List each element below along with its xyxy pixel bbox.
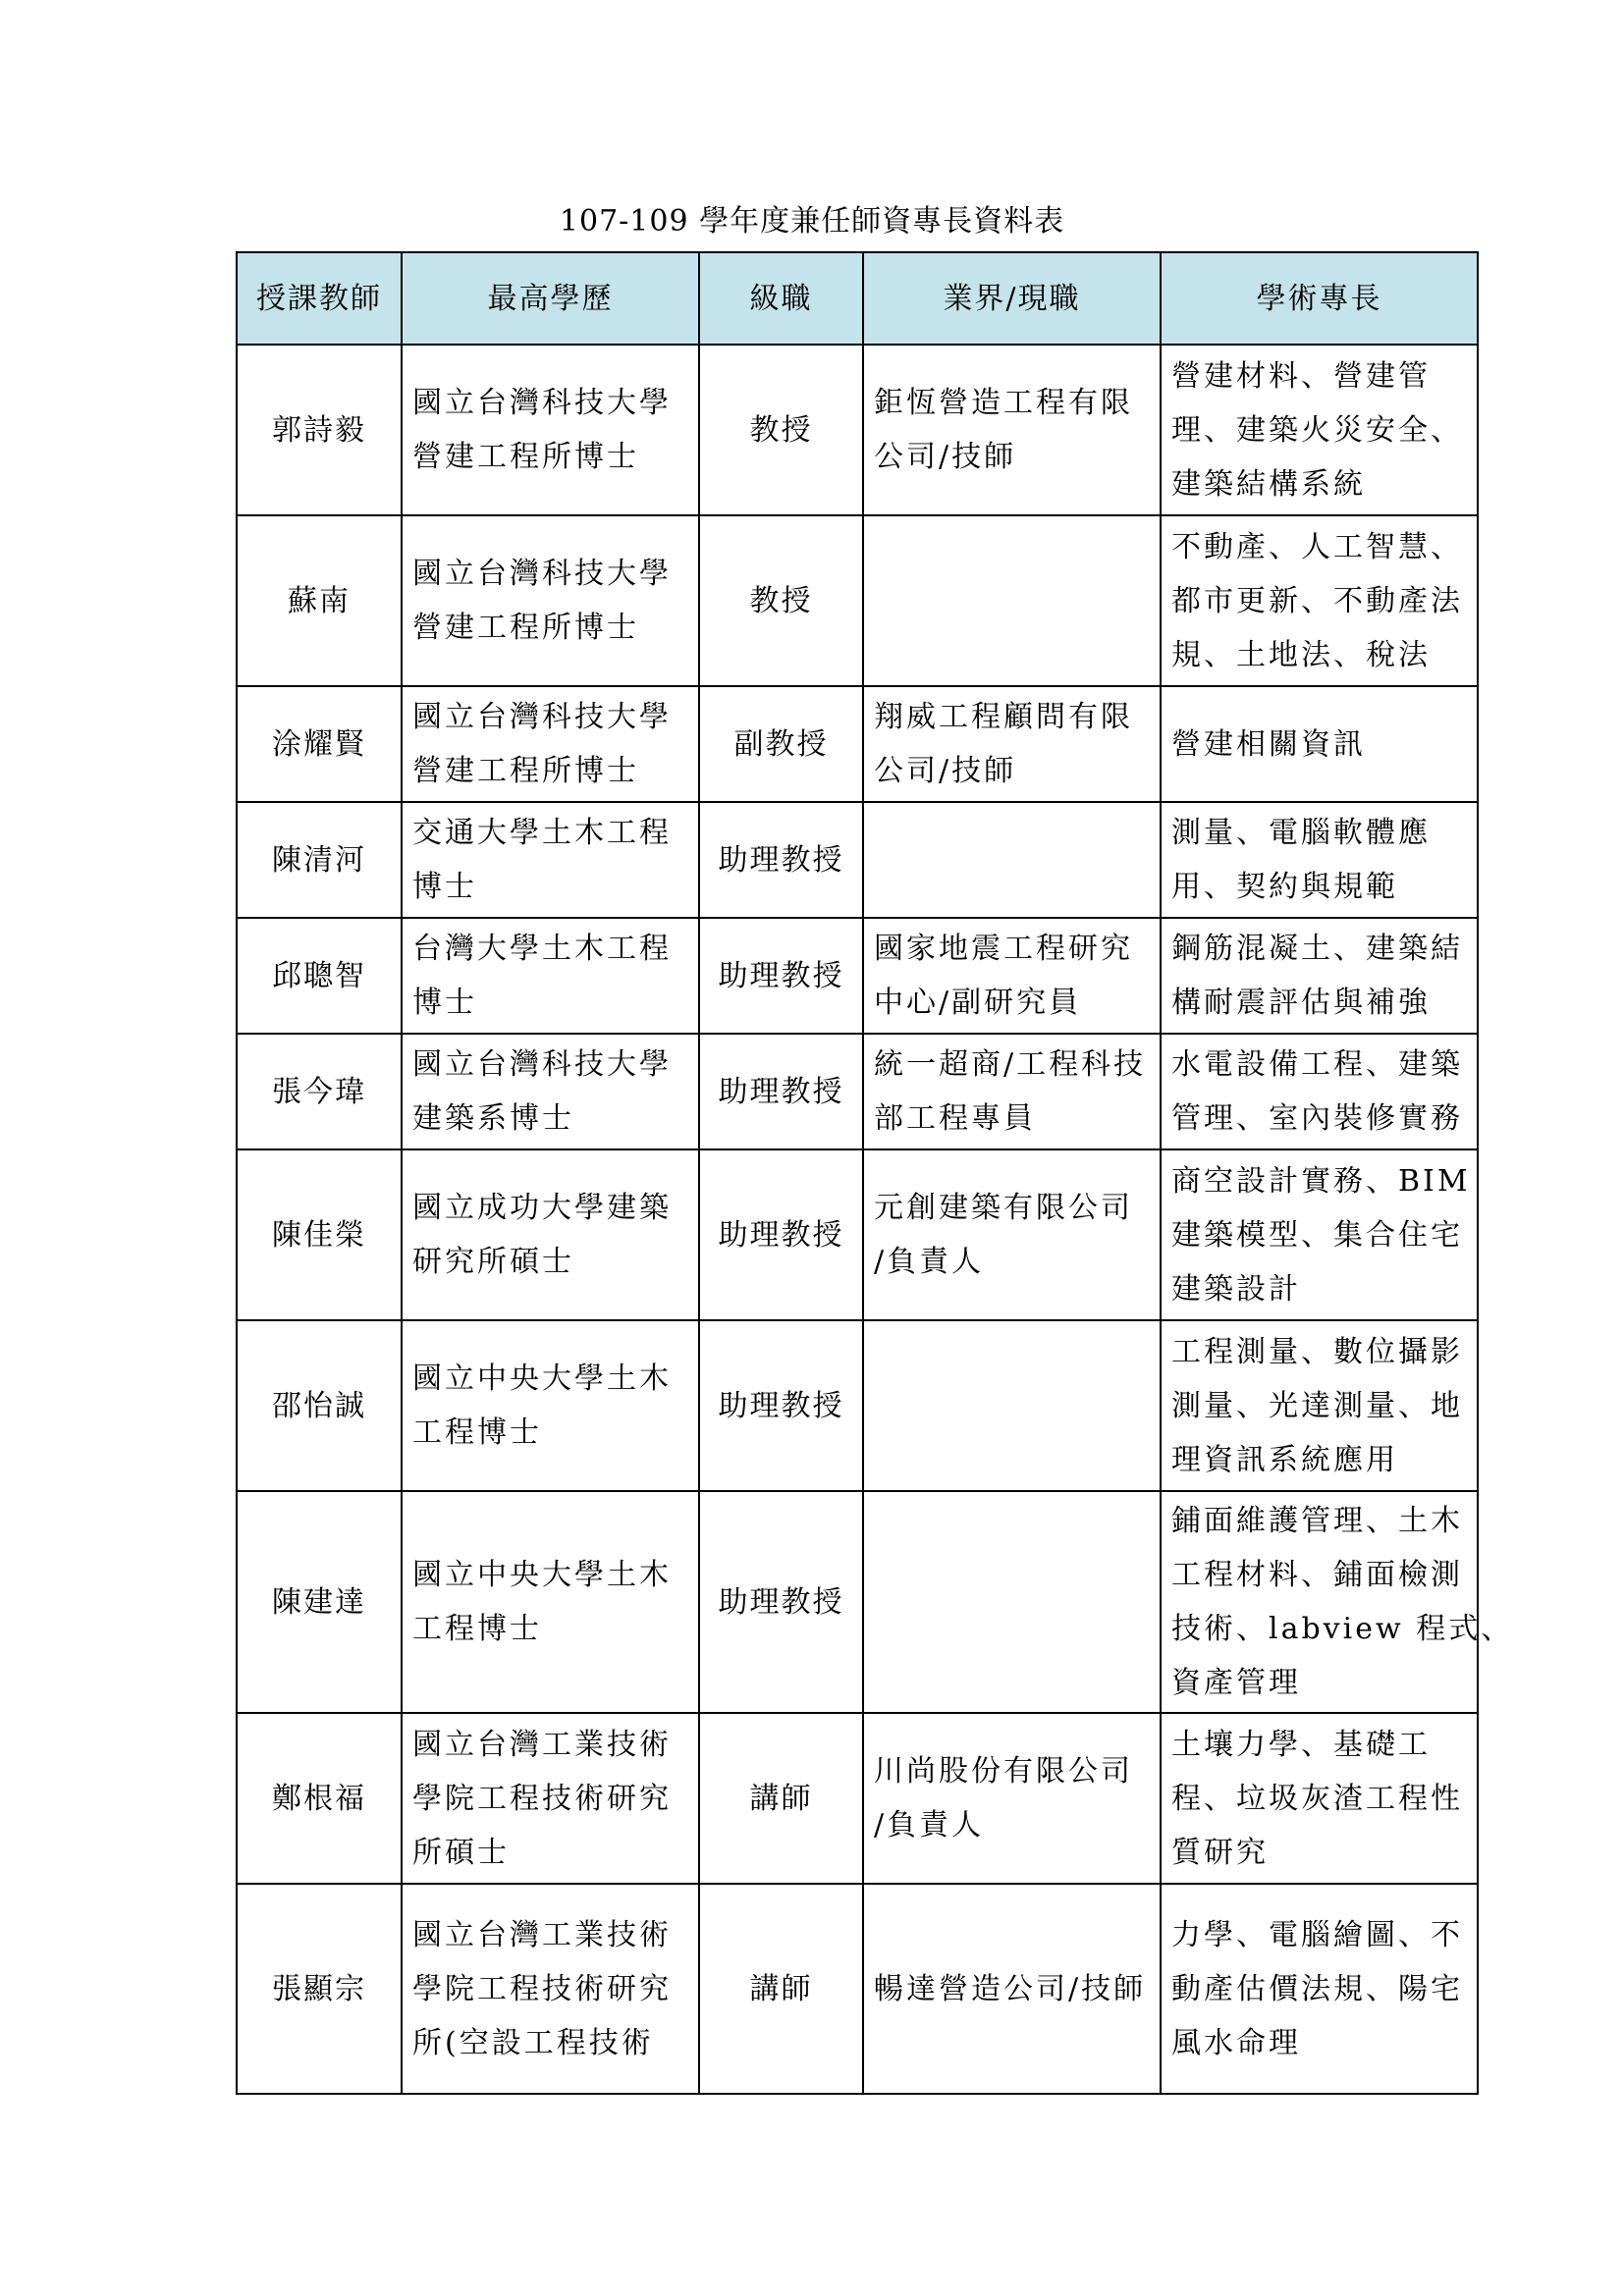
job-line: /負責人 (874, 1808, 985, 1842)
specialty-line: 水電設備工程、建築 (1171, 1047, 1463, 1082)
specialty-line: 管理、室內裝修實務 (1171, 1101, 1463, 1136)
specialty-cell (1161, 515, 1478, 686)
education-cell (402, 1149, 699, 1320)
specialty-line: 力學、電腦繪圖、不 (1171, 1917, 1463, 1952)
job-cell (863, 1884, 1161, 2094)
specialty-cell (1161, 1713, 1478, 1884)
specialty-line: 建築設計 (1171, 1271, 1301, 1307)
faculty-table (236, 251, 1514, 2095)
header-teacher: 授課教師 (237, 252, 402, 345)
education-cell (402, 1320, 699, 1491)
education-line: 所(空設工程技術 (412, 2025, 654, 2060)
specialty-line: 資產管理 (1171, 1666, 1301, 1700)
job-cell (863, 1149, 1161, 1320)
education-cell (402, 1491, 699, 1713)
education-line: 營建工程所博士 (412, 440, 639, 474)
education-line: 國立台灣科技大學 (412, 700, 672, 734)
specialty-line: 土壤力學、基礎工 (1171, 1727, 1431, 1762)
job-line: 暢達營造公司/技師 (874, 1971, 1147, 2006)
specialty-line: 建築模型、集合住宅 (1171, 1217, 1463, 1253)
rank-cell: 講師 (699, 1884, 863, 2094)
job-line: 川尚股份有限公司 (874, 1754, 1133, 1789)
job-line: 元創建築有限公司 (874, 1191, 1133, 1225)
rank-cell: 助理教授 (699, 1034, 863, 1149)
specialty-cell (1161, 802, 1478, 918)
job-cell (863, 1491, 1161, 1713)
job-cell (863, 1713, 1161, 1884)
document-title: 107-109 學年度兼任師資專長資料表 (559, 204, 1065, 239)
teacher-name-cell: 鄭根福 (237, 1713, 402, 1884)
education-line: 台灣大學土木工程 (412, 932, 672, 966)
rank-cell: 助理教授 (699, 918, 863, 1034)
specialty-cell (1161, 345, 1478, 515)
education-line: 國立中央大學土木 (412, 1558, 672, 1592)
rank-cell: 助理教授 (699, 1149, 863, 1320)
specialty-line: 程、垃圾灰渣工程性 (1171, 1781, 1463, 1816)
specialty-line: 工程材料、鋪面檢測 (1171, 1558, 1463, 1592)
teacher-name-cell: 陳清河 (237, 802, 402, 918)
specialty-line: 都市更新、不動產法 (1171, 583, 1463, 618)
table-row (237, 515, 1478, 686)
table-row (237, 918, 1478, 1034)
specialty-line: 規、土地法、稅法 (1171, 637, 1431, 672)
job-line: 公司/技師 (874, 440, 1017, 474)
job-line: /負責人 (874, 1245, 985, 1279)
table-row (237, 802, 1478, 918)
specialty-line: 建築結構系統 (1171, 466, 1366, 502)
education-cell (402, 1034, 699, 1149)
education-line: 建築系博士 (412, 1101, 574, 1136)
table-row (237, 1491, 1478, 1713)
table-row (237, 1713, 1478, 1884)
specialty-line: 理、建築火災安全、 (1171, 412, 1463, 448)
specialty-cell (1161, 686, 1478, 802)
teacher-name-cell: 涂耀賢 (237, 686, 402, 802)
teacher-name-cell: 陳建達 (237, 1491, 402, 1713)
specialty-cell (1161, 1884, 1478, 2094)
specialty-line: 測量、電腦軟體應 (1171, 816, 1431, 850)
job-cell (863, 515, 1161, 686)
specialty-line: 商空設計實務、BIM (1171, 1163, 1471, 1199)
specialty-line: 質研究 (1171, 1835, 1269, 1870)
education-line: 研究所碩士 (412, 1245, 574, 1279)
education-cell (402, 1884, 699, 2094)
education-line: 國立台灣科技大學 (412, 1047, 672, 1082)
teacher-name-cell: 邵怡誠 (237, 1320, 402, 1491)
education-line: 營建工程所博士 (412, 754, 639, 788)
education-cell (402, 918, 699, 1034)
specialty-line: 鋪面維護管理、土木 (1171, 1504, 1463, 1538)
rank-cell: 助理教授 (699, 1491, 863, 1713)
table-row (237, 1149, 1478, 1320)
job-cell (863, 1320, 1161, 1491)
education-line: 博士 (412, 986, 477, 1020)
teacher-name-cell: 郭詩毅 (237, 345, 402, 515)
education-line: 學院工程技術研究 (412, 1971, 672, 2006)
teacher-name-cell: 張今瑋 (237, 1034, 402, 1149)
job-cell (863, 802, 1161, 918)
rank-cell: 副教授 (699, 686, 863, 802)
rank-cell: 助理教授 (699, 1320, 863, 1491)
education-line: 國立中央大學土木 (412, 1362, 672, 1396)
table-row (237, 345, 1478, 515)
teacher-name-cell: 陳佳榮 (237, 1149, 402, 1320)
education-line: 國立台灣科技大學 (412, 557, 672, 591)
education-line: 工程博士 (412, 1612, 542, 1646)
education-line: 國立成功大學建築 (412, 1191, 672, 1225)
job-line: 中心/副研究員 (874, 986, 1082, 1020)
education-cell (402, 515, 699, 686)
specialty-line: 技術、labview 程式、 (1171, 1612, 1514, 1646)
specialty-cell (1161, 1034, 1478, 1149)
education-line: 國立台灣工業技術 (412, 1917, 672, 1952)
education-cell (402, 802, 699, 918)
specialty-line: 測量、光達測量、地 (1171, 1388, 1463, 1423)
specialty-line: 構耐震評估與補強 (1171, 986, 1431, 1020)
specialty-line: 鋼筋混凝土、建築結 (1171, 932, 1463, 966)
job-cell (863, 345, 1161, 515)
specialty-line: 不動產、人工智慧、 (1171, 529, 1463, 564)
education-cell (402, 345, 699, 515)
table-row (237, 1884, 1478, 2094)
specialty-line: 營建相關資訊 (1171, 726, 1366, 762)
rank-cell: 教授 (699, 345, 863, 515)
job-line: 統一超商/工程科技 (874, 1047, 1147, 1082)
specialty-line: 動產估價法規、陽宅 (1171, 1971, 1463, 2006)
job-line: 國家地震工程研究 (874, 932, 1133, 966)
header-education: 最高學歷 (402, 252, 699, 345)
table-row (237, 1034, 1478, 1149)
job-line: 公司/技師 (874, 754, 1017, 788)
job-line: 翔威工程顧問有限 (874, 700, 1133, 734)
rank-cell: 講師 (699, 1713, 863, 1884)
job-cell (863, 1034, 1161, 1149)
specialty-cell (1161, 1320, 1478, 1491)
header-rank: 級職 (699, 252, 863, 345)
specialty-line: 風水命理 (1171, 2025, 1301, 2060)
teacher-name-cell: 張顯宗 (237, 1884, 402, 2094)
education-line: 國立台灣科技大學 (412, 386, 672, 420)
teacher-name-cell: 蘇南 (237, 515, 402, 686)
education-line: 所碩士 (412, 1835, 510, 1870)
job-cell (863, 918, 1161, 1034)
table-row (237, 686, 1478, 802)
education-line: 學院工程技術研究 (412, 1781, 672, 1816)
specialty-cell (1161, 1491, 1514, 1713)
education-line: 營建工程所博士 (412, 611, 639, 645)
specialty-line: 工程測量、數位攝影 (1171, 1334, 1463, 1369)
teacher-name-cell: 邱聰智 (237, 918, 402, 1034)
specialty-cell (1161, 918, 1478, 1034)
education-line: 工程博士 (412, 1415, 542, 1450)
job-line: 鉅恆營造工程有限 (874, 386, 1133, 420)
table-row (237, 1320, 1478, 1491)
education-cell (402, 1713, 699, 1884)
header-specialty: 學術專長 (1161, 252, 1478, 345)
job-line: 部工程專員 (874, 1101, 1036, 1136)
specialty-line: 用、契約與規範 (1171, 870, 1398, 904)
specialty-line: 理資訊系統應用 (1171, 1442, 1398, 1477)
specialty-cell (1161, 1149, 1478, 1320)
job-cell (863, 686, 1161, 802)
header-job: 業界/現職 (863, 252, 1161, 345)
education-cell (402, 686, 699, 802)
rank-cell: 教授 (699, 515, 863, 686)
rank-cell: 助理教授 (699, 802, 863, 918)
education-line: 交通大學土木工程 (412, 816, 672, 850)
specialty-line: 營建材料、營建管 (1171, 358, 1431, 394)
header-row (237, 252, 1478, 345)
education-line: 博士 (412, 870, 477, 904)
education-line: 國立台灣工業技術 (412, 1727, 672, 1762)
